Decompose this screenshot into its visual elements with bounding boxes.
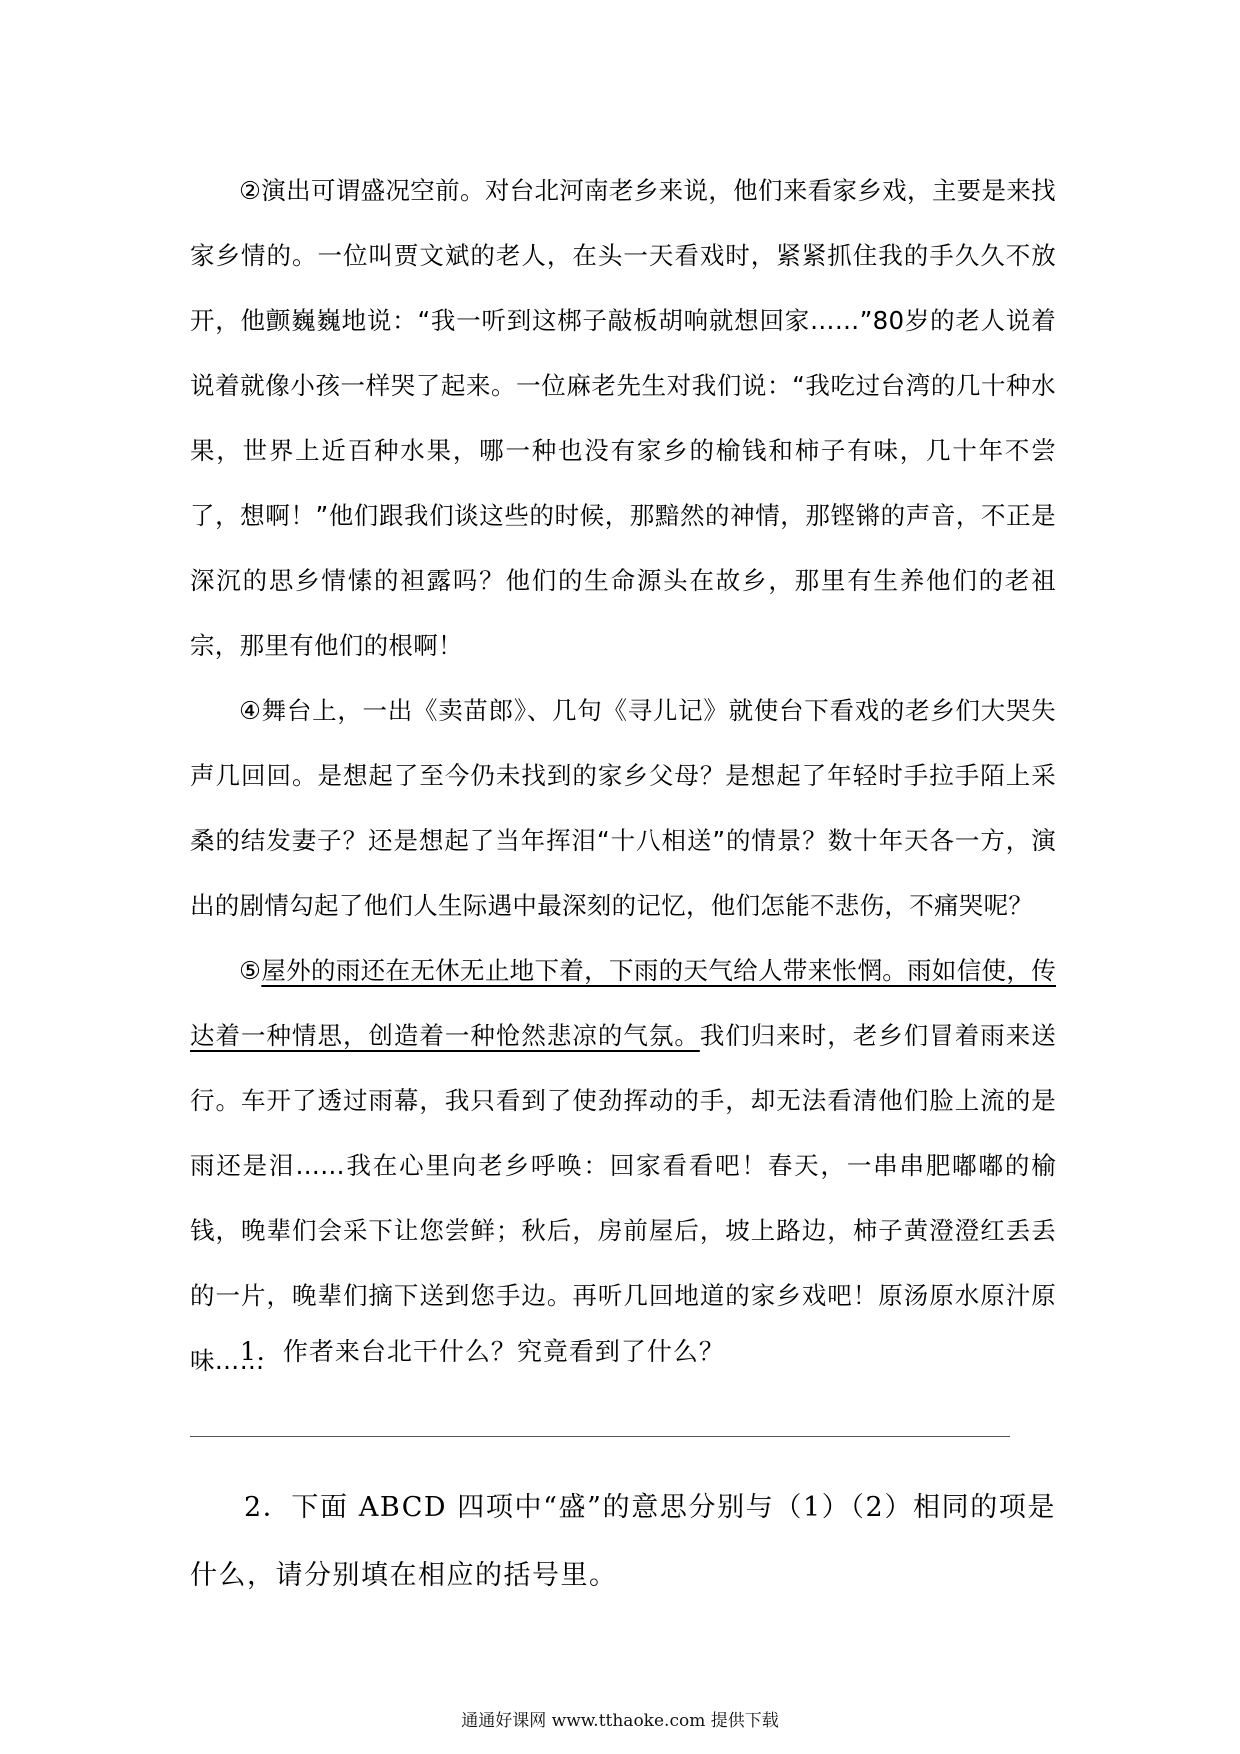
paragraph-5-text: 我们归来时，老乡们冒着雨来送行。车开了透过雨幕，我只看到了使劲挥动的手，却无法看清他们脸上流的是雨还是泪……我在心里向老乡呼唤：回家看看吧！春天，一串串肥嘟嘟的榆钱，晚辈们会采下让您尝鲜；秋后，房前屋后，坡上路边，柿子黄澄澄红丢丢的一片，晚辈们摘下送到您手边。再听几回地道的家乡戏吧！原汤原水原汁原味…… [190,1021,1057,1375]
question-2: 2．下面 ABCD 四项中“盛”的意思分别与（1）（2）相同的项是什么，请分别填在相应的括号里。 [190,1492,1056,1591]
paragraph-2: ②演出可谓盛况空前。对台北河南老乡来说，他们来看家乡戏，主要是来找家乡情的。一位叫贾文斌的老人，在头一天看戏时，紧紧抓住我的手久久不放开，他颤巍巍地说：“我一听到这梆子敲板胡响就想回家……”80岁的老人说着说着就像小孩一样哭了起来。一位麻老先生对我们说：“我吃过台湾的几十种水果，世界上近百种水果，哪一种也没有家乡的榆钱和柿子有味，几十年不尝了，想啊！”他们跟我们谈这些的时候，那黯然的神情，那铿锵的声音，不正是深沉的思乡情愫的袒露吗？他们的生命源头在故乡，那里有生养他们的老祖宗，那里有他们的根啊！ [190,176,1056,660]
paragraph-4: ④舞台上，一出《卖苗郎》、几句《寻儿记》就使台下看戏的老乡们大哭失声几回回。是想起了至今仍未找到的家乡父母？是想起了年轻时手拉手陌上采桑的结发妻子？还是想起了当年挥泪“十八相送”的情景？数十年天各一方，演出的剧情勾起了他们人生际遇中最深刻的记忆，他们怎能不悲伤，不痛哭呢？ [190,696,1056,920]
page-footer: 通通好课网 www.tthaoke.com 提供下载 [461,1711,779,1731]
answer-line[interactable] [190,1436,1010,1437]
underlined-sentence: 屋外的雨还在无休无止地下着，下雨的天气给人带来怅惘。雨如信使，传达着一种情思，创造着一种怆然悲凉的气氛。 [190,956,1056,1050]
question-1: 1．作者来台北干什么？究竟看到了什么？ [240,1337,725,1366]
paragraph-5-number: ⑤ [239,956,262,985]
reading-passage [190,158,1056,1393]
